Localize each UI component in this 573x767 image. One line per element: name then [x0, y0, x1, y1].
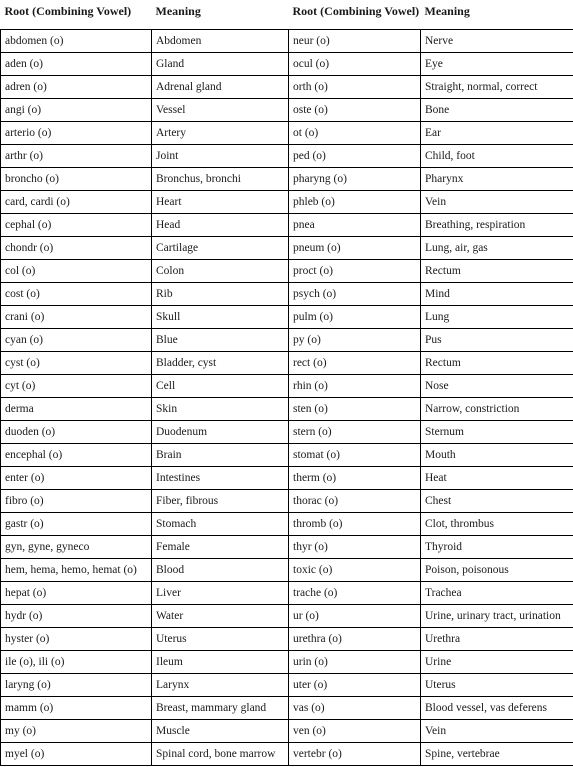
- table-row: [1, 651, 573, 674]
- meaning-cell-right: Spine, vertebrae: [421, 743, 573, 766]
- meaning-cell-left: Skull: [152, 306, 289, 329]
- meaning-cell-left: Spinal cord, bone marrow: [152, 743, 289, 766]
- root-cell-left: gastr (o): [1, 513, 152, 536]
- root-cell-right: sten (o): [289, 398, 421, 421]
- root-cell-right: toxic (o): [289, 559, 421, 582]
- meaning-cell-right: Trachea: [421, 582, 573, 605]
- root-cell-left: cyst (o): [1, 352, 152, 375]
- meaning-cell-left: Heart: [152, 191, 289, 214]
- table-row: [1, 490, 573, 513]
- meaning-cell-right: Lung, air, gas: [421, 237, 573, 260]
- meaning-cell-right: Poison, poisonous: [421, 559, 573, 582]
- root-cell-right: pulm (o): [289, 306, 421, 329]
- meaning-cell-right: Child, foot: [421, 145, 573, 168]
- root-cell-right: ped (o): [289, 145, 421, 168]
- meaning-cell-right: Lung: [421, 306, 573, 329]
- meaning-cell-left: Joint: [152, 145, 289, 168]
- root-cell-left: hem, hema, hemo, hemat (o): [1, 559, 152, 582]
- root-cell-left: ile (o), ili (o): [1, 651, 152, 674]
- header-root-left: Root (Combining Vowel): [4, 4, 132, 18]
- meaning-cell-right: Mind: [421, 283, 573, 306]
- table-row: [1, 283, 573, 306]
- root-cell-right: oste (o): [289, 99, 421, 122]
- root-cell-right: psych (o): [289, 283, 421, 306]
- meaning-cell-right: Eye: [421, 53, 573, 76]
- meaning-cell-left: Artery: [152, 122, 289, 145]
- meaning-cell-left: Liver: [152, 582, 289, 605]
- table-row: [1, 329, 573, 352]
- meaning-cell-left: Cell: [152, 375, 289, 398]
- root-cell-right: orth (o): [289, 76, 421, 99]
- root-cell-left: broncho (o): [1, 168, 152, 191]
- root-cell-left: duoden (o): [1, 421, 152, 444]
- meaning-cell-left: Blue: [152, 329, 289, 352]
- meaning-cell-right: Mouth: [421, 444, 573, 467]
- root-cell-right: proct (o): [289, 260, 421, 283]
- table-row: [1, 444, 573, 467]
- root-cell-left: arterio (o): [1, 122, 152, 145]
- root-cell-left: cyt (o): [1, 375, 152, 398]
- meaning-cell-right: Uterus: [421, 674, 573, 697]
- root-cell-left: card, cardi (o): [1, 191, 152, 214]
- meaning-cell-left: Skin: [152, 398, 289, 421]
- meaning-cell-right: Vein: [421, 720, 573, 743]
- root-cell-left: my (o): [1, 720, 152, 743]
- meaning-cell-left: Muscle: [152, 720, 289, 743]
- root-cell-right: phleb (o): [289, 191, 421, 214]
- meaning-cell-right: Nose: [421, 375, 573, 398]
- meaning-cell-left: Duodenum: [152, 421, 289, 444]
- root-cell-right: neur (o): [289, 30, 421, 53]
- table-row: [1, 559, 573, 582]
- meaning-cell-right: Heat: [421, 467, 573, 490]
- table-row: [1, 122, 573, 145]
- table-row: [1, 352, 573, 375]
- root-cell-left: encephal (o): [1, 444, 152, 467]
- root-cell-right: vas (o): [289, 697, 421, 720]
- meaning-cell-right: Narrow, constriction: [421, 398, 573, 421]
- meaning-cell-left: Colon: [152, 260, 289, 283]
- meaning-cell-left: Rib: [152, 283, 289, 306]
- table-row: [1, 237, 573, 260]
- root-cell-right: py (o): [289, 329, 421, 352]
- root-cell-left: fibro (o): [1, 490, 152, 513]
- table-row: [1, 191, 573, 214]
- table-row: [1, 214, 573, 237]
- table-row: [1, 99, 573, 122]
- meaning-cell-left: Bladder, cyst: [152, 352, 289, 375]
- meaning-cell-left: Intestines: [152, 467, 289, 490]
- root-cell-right: thromb (o): [289, 513, 421, 536]
- table-row: [1, 306, 573, 329]
- meaning-cell-right: Sternum: [421, 421, 573, 444]
- root-cell-right: vertebr (o): [289, 743, 421, 766]
- meaning-cell-right: Bone: [421, 99, 573, 122]
- root-cell-right: urethra (o): [289, 628, 421, 651]
- table-row: [1, 145, 573, 168]
- table-row: [1, 720, 573, 743]
- meaning-cell-right: Breathing, respiration: [421, 214, 573, 237]
- root-cell-right: therm (o): [289, 467, 421, 490]
- root-cell-right: pneum (o): [289, 237, 421, 260]
- root-cell-left: angi (o): [1, 99, 152, 122]
- meaning-cell-left: Breast, mammary gland: [152, 697, 289, 720]
- root-cell-left: cost (o): [1, 283, 152, 306]
- root-cell-left: gyn, gyne, gyneco: [1, 536, 152, 559]
- header-root-right: Root (Combining Vowel): [292, 4, 420, 18]
- table-row: [1, 582, 573, 605]
- meaning-cell-right: Nerve: [421, 30, 573, 53]
- meaning-cell-left: Bronchus, bronchi: [152, 168, 289, 191]
- meaning-cell-right: Thyroid: [421, 536, 573, 559]
- meaning-cell-right: Pharynx: [421, 168, 573, 191]
- meaning-cell-right: Vein: [421, 191, 573, 214]
- root-cell-right: thyr (o): [289, 536, 421, 559]
- meaning-cell-right: Pus: [421, 329, 573, 352]
- root-cell-left: col (o): [1, 260, 152, 283]
- meaning-cell-left: Gland: [152, 53, 289, 76]
- header-meaning-left: Meaning: [155, 4, 201, 18]
- root-cell-right: trache (o): [289, 582, 421, 605]
- meaning-cell-left: Water: [152, 605, 289, 628]
- root-cell-right: ur (o): [289, 605, 421, 628]
- header-row: [1, 4, 573, 30]
- meaning-cell-left: Abdomen: [152, 30, 289, 53]
- root-cell-right: ocul (o): [289, 53, 421, 76]
- meaning-cell-right: Urethra: [421, 628, 573, 651]
- root-cell-left: hepat (o): [1, 582, 152, 605]
- table-row: [1, 536, 573, 559]
- root-cell-left: laryng (o): [1, 674, 152, 697]
- root-cell-left: arthr (o): [1, 145, 152, 168]
- root-cell-left: derma: [1, 398, 152, 421]
- root-cell-left: cyan (o): [1, 329, 152, 352]
- meaning-cell-left: Fiber, fibrous: [152, 490, 289, 513]
- meaning-cell-right: Chest: [421, 490, 573, 513]
- root-cell-left: hydr (o): [1, 605, 152, 628]
- root-cell-left: aden (o): [1, 53, 152, 76]
- root-cell-left: mamm (o): [1, 697, 152, 720]
- root-cell-left: enter (o): [1, 467, 152, 490]
- root-cell-right: stomat (o): [289, 444, 421, 467]
- meaning-cell-left: Uterus: [152, 628, 289, 651]
- table-row: [1, 76, 573, 99]
- meaning-cell-left: Stomach: [152, 513, 289, 536]
- meaning-cell-right: Blood vessel, vas deferens: [421, 697, 573, 720]
- table-row: [1, 421, 573, 444]
- meaning-cell-left: Larynx: [152, 674, 289, 697]
- root-cell-right: urin (o): [289, 651, 421, 674]
- meaning-cell-right: Rectum: [421, 260, 573, 283]
- table-row: [1, 674, 573, 697]
- meaning-cell-left: Vessel: [152, 99, 289, 122]
- table-row: [1, 375, 573, 398]
- table-row: [1, 605, 573, 628]
- meaning-cell-left: Female: [152, 536, 289, 559]
- table-row: [1, 467, 573, 490]
- meaning-cell-right: Rectum: [421, 352, 573, 375]
- meaning-cell-right: Ear: [421, 122, 573, 145]
- table-row: [1, 168, 573, 191]
- table-row: [1, 260, 573, 283]
- root-cell-right: pharyng (o): [289, 168, 421, 191]
- root-cell-right: stern (o): [289, 421, 421, 444]
- table-row: [1, 398, 573, 421]
- meaning-cell-left: Blood: [152, 559, 289, 582]
- root-cell-left: adren (o): [1, 76, 152, 99]
- meaning-cell-right: Clot, thrombus: [421, 513, 573, 536]
- header-meaning-right: Meaning: [424, 4, 470, 18]
- meaning-cell-left: Ileum: [152, 651, 289, 674]
- table-row: [1, 697, 573, 720]
- root-cell-left: cephal (o): [1, 214, 152, 237]
- meaning-cell-right: Urine: [421, 651, 573, 674]
- meaning-cell-left: Head: [152, 214, 289, 237]
- root-cell-right: rect (o): [289, 352, 421, 375]
- root-cell-right: ven (o): [289, 720, 421, 743]
- root-cell-right: uter (o): [289, 674, 421, 697]
- meaning-cell-right: Urine, urinary tract, urination: [421, 605, 573, 628]
- table-row: [1, 743, 573, 766]
- meaning-cell-left: Adrenal gland: [152, 76, 289, 99]
- root-cell-left: chondr (o): [1, 237, 152, 260]
- meaning-cell-left: Brain: [152, 444, 289, 467]
- table-row: [1, 513, 573, 536]
- root-cell-left: crani (o): [1, 306, 152, 329]
- root-cell-left: hyster (o): [1, 628, 152, 651]
- root-cell-left: abdomen (o): [1, 30, 152, 53]
- root-cell-right: rhin (o): [289, 375, 421, 398]
- table-header: [1, 4, 573, 30]
- medical-roots-table-container: [0, 4, 573, 766]
- root-cell-right: ot (o): [289, 122, 421, 145]
- root-cell-right: pnea: [289, 214, 421, 237]
- root-cell-left: myel (o): [1, 743, 152, 766]
- medical-roots-table: [0, 4, 573, 766]
- meaning-cell-right: Straight, normal, correct: [421, 76, 573, 99]
- table-row: [1, 30, 573, 53]
- table-body: [1, 30, 573, 766]
- table-row: [1, 628, 573, 651]
- table-row: [1, 53, 573, 76]
- meaning-cell-left: Cartilage: [152, 237, 289, 260]
- root-cell-right: thorac (o): [289, 490, 421, 513]
